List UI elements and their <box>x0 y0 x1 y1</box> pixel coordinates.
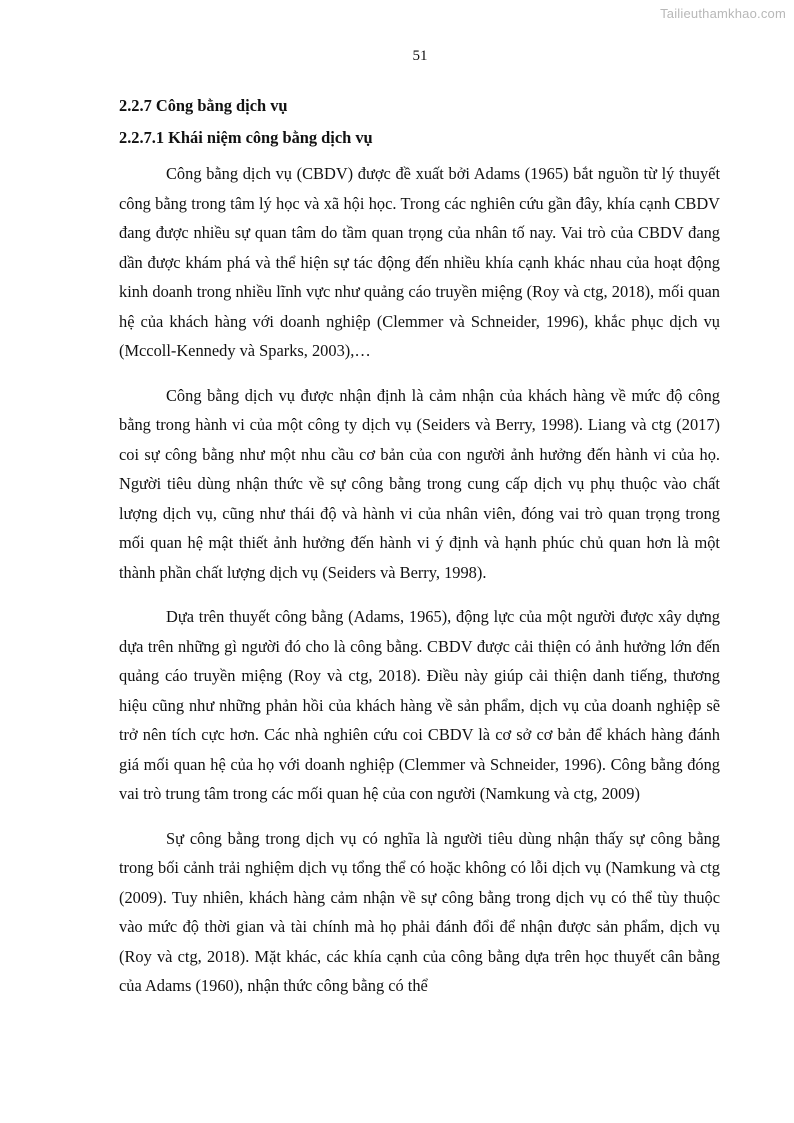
page-number: 51 <box>412 48 428 64</box>
document-body <box>119 95 720 1001</box>
section-heading: 2.2.7 Công bằng dịch vụ <box>119 96 288 115</box>
body-paragraph: Công bằng dịch vụ được nhận định là cảm nhận của khách hàng về mức độ công bằng trong hành vi của một công ty dịch vụ (Seiders và Berry, 1998). Liang và ctg (2017) coi sự công bằng như một nhu cầu cơ bản của con người ảnh hưởng đến hành vi của họ. Người tiêu dùng nhận thức về sự công bằng trong cung cấp dịch vụ phụ thuộc vào chất lượng dịch vụ, cũng như thái độ và hành vi của nhân viên, đóng vai trò quan trọng trong mối quan hệ mật thiết ảnh hưởng đến hành vi ý định và hạnh phúc chủ quan hơn là một thành phần chất lượng dịch vụ (Seiders và Berry, 1998). <box>119 385 720 582</box>
subsection-heading: 2.2.7.1 Khái niệm công bằng dịch vụ <box>119 128 373 147</box>
body-paragraph: Dựa trên thuyết công bằng (Adams, 1965), động lực của một người được xây dựng dựa trên những gì người đó cho là công bằng. CBDV được cải thiện có ảnh hưởng lớn đến quảng cáo truyền miệng (Roy và ctg, 2018). Điều này giúp cải thiện danh tiếng, thương hiệu cũng như những phản hồi của khách hàng về sản phẩm, dịch vụ của doanh nghiệp sẽ trở nên tích cực hơn. Các nhà nghiên cứu coi CBDV là cơ sở cơ bản để khách hàng đánh giá mối quan hệ của họ với doanh nghiệp (Clemmer và Schneider, 1996). Công bằng đóng vai trò trung tâm trong các mối quan hệ của con người (Namkung và ctg, 2009) <box>119 607 720 803</box>
watermark-text: Tailieuthamkhao.com <box>660 6 786 21</box>
body-paragraph: Sự công bằng trong dịch vụ có nghĩa là người tiêu dùng nhận thấy sự công bằng trong bối cảnh trải nghiệm dịch vụ tổng thể có hoặc không có lỗi dịch vụ (Namkung và ctg (2009). Tuy nhiên, khách hàng cảm nhận về sự công bằng trong dịch vụ có thể tùy thuộc vào mức độ thời gian và tài chính mà họ phải đánh đổi để nhận được sản phẩm, dịch vụ (Roy và ctg, 2018). Mặt khác, các khía cạnh của công bằng dựa trên học thuyết cân bằng của Adams (1960), nhận thức công bằng có thể <box>119 828 720 995</box>
body-paragraph: Công bằng dịch vụ (CBDV) được đề xuất bởi Adams (1965) bắt nguồn từ lý thuyết công bằng trong tâm lý học và xã hội học. Trong các nghiên cứu gần đây, khía cạnh CBDV đang được nhiều sự quan tâm do tầm quan trọng của nhân tố nay. Vai trò của CBDV đang dần được khám phá và thể hiện sự tác động đến nhiều khía cạnh khác nhau của hoạt động kinh doanh trong nhiều lĩnh vực như quảng cáo truyền miệng (Roy và ctg, 2018), mối quan hệ của khách hàng với doanh nghiệp (Clemmer và Schneider, 1996), khắc phục dịch vụ (Mccoll-Kennedy và Sparks, 2003),… <box>119 164 720 360</box>
